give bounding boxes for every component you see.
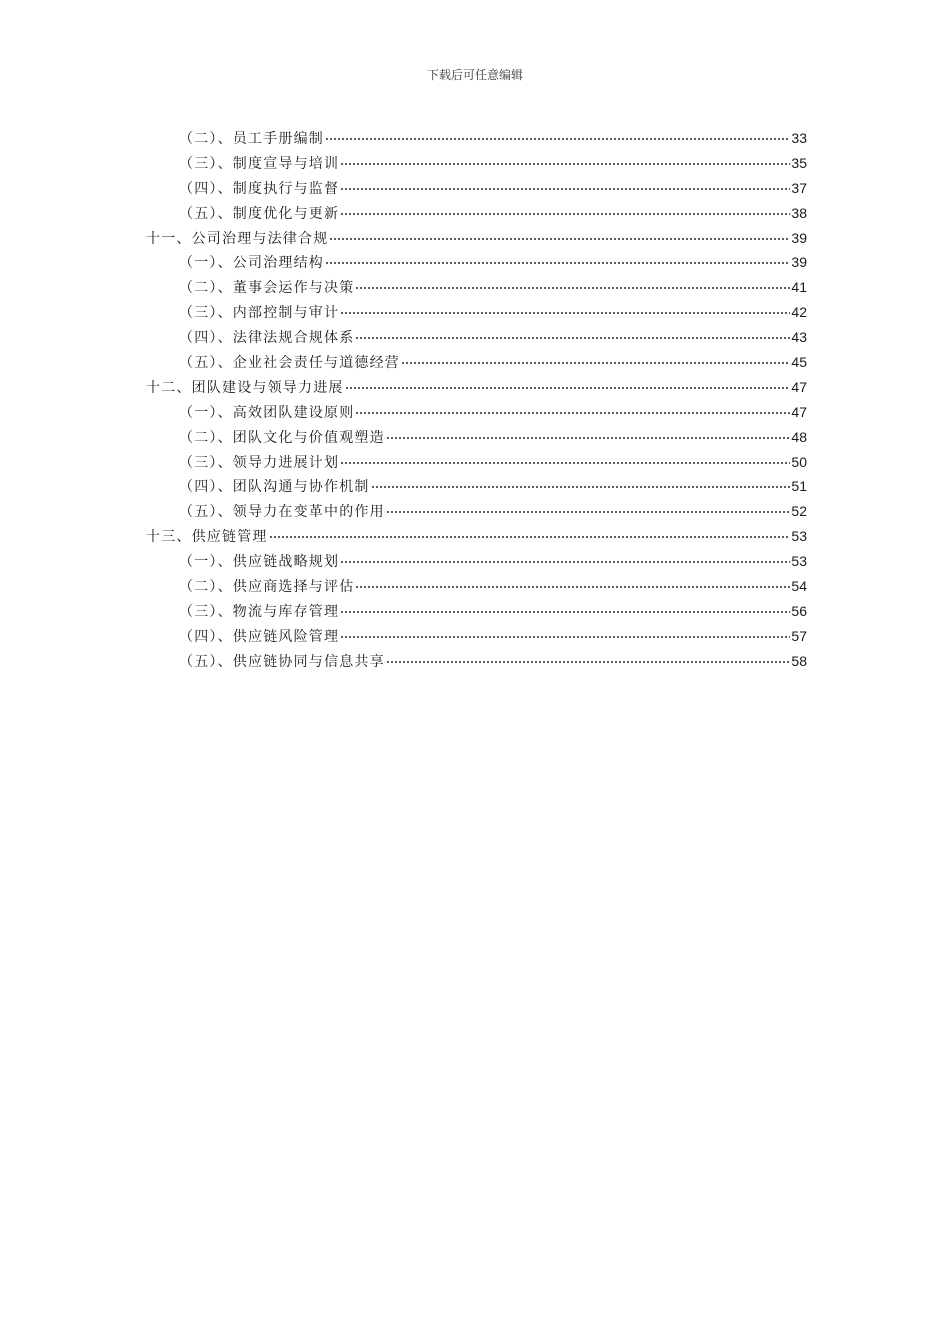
toc-entry[interactable] (146, 300, 807, 325)
toc-leader-dots (340, 462, 790, 464)
toc-leader-dots (371, 486, 791, 488)
page-header: 下载后可任意编辑 (426, 68, 523, 82)
toc-entry-page: 39 (791, 254, 807, 271)
toc-entry-page: 39 (791, 229, 807, 246)
toc-entry[interactable] (146, 574, 807, 599)
toc-entry-title: （五）、企业社会责任与道德经营 (179, 355, 400, 372)
toc-entry-title: （四）、法律法规合规体系 (179, 330, 355, 347)
toc-leader-dots (340, 213, 790, 215)
toc-entry[interactable] (146, 425, 807, 450)
toc-entry-title: （二）、员工手册编制 (179, 131, 324, 147)
toc-chapter-entry[interactable] (146, 226, 807, 251)
toc-entry-page: 47 (791, 403, 807, 420)
toc-leader-dots (340, 561, 790, 563)
toc-entry-title: （一）、高效团队建设原则 (179, 404, 355, 421)
toc-leader-dots (340, 312, 790, 314)
toc-entry[interactable] (146, 350, 807, 375)
toc-entry-title: （四）、团队沟通与协作机制 (179, 479, 370, 496)
toc-entry[interactable] (146, 549, 807, 574)
toc-entry-page: 56 (791, 602, 807, 619)
toc-entry-title: （三）、物流与库存管理 (179, 603, 340, 620)
toc-entry-page: 53 (791, 528, 807, 545)
toc-entry-title: （四）、供应链风险管理 (179, 628, 340, 645)
toc-entry[interactable] (146, 624, 807, 649)
toc-entry-page: 48 (791, 428, 807, 445)
toc-entry[interactable] (146, 325, 807, 350)
toc-entry-page: 37 (791, 179, 807, 196)
toc-entry[interactable] (146, 275, 807, 300)
toc-entry-page: 54 (791, 578, 807, 595)
toc-leader-dots (340, 188, 790, 190)
toc-leader-dots (329, 238, 790, 240)
toc-entry[interactable] (146, 201, 807, 226)
toc-leader-dots (355, 287, 790, 289)
toc-leader-dots (401, 362, 790, 364)
toc-entry-title: 十一、公司治理与法律合规 (146, 230, 329, 247)
toc-entry-title: （一）、供应链战略规划 (179, 554, 340, 571)
toc-entry[interactable] (146, 151, 807, 176)
toc-entry-title: （四）、制度执行与监督 (179, 180, 340, 197)
toc-entry-page: 43 (791, 329, 807, 346)
toc-entry[interactable] (146, 126, 807, 151)
toc-leader-dots (386, 511, 791, 513)
toc-entry-page: 52 (791, 503, 807, 520)
toc-entry[interactable] (146, 250, 807, 275)
toc-leader-dots (355, 412, 790, 414)
toc-leader-dots (355, 586, 790, 588)
toc-entry-title: （二）、团队文化与价值观塑造 (179, 429, 385, 446)
toc-entry[interactable] (146, 499, 807, 524)
toc-entry-page: 45 (791, 354, 807, 371)
toc-entry[interactable] (146, 649, 807, 674)
toc-entry-page: 50 (791, 453, 807, 470)
toc-leader-dots (269, 536, 791, 538)
toc-entry-title: （二）、供应商选择与评估 (179, 579, 355, 596)
toc-leader-dots (325, 138, 790, 140)
toc-leader-dots (345, 387, 791, 389)
toc-entry-title: （五）、制度优化与更新 (179, 205, 340, 222)
table-of-contents (146, 126, 807, 674)
toc-entry[interactable] (146, 450, 807, 475)
toc-entry-title: （一）、公司治理结构 (179, 255, 324, 272)
toc-chapter-entry[interactable] (146, 375, 807, 400)
toc-entry-title: （三）、内部控制与审计 (179, 305, 340, 322)
toc-entry[interactable] (146, 599, 807, 624)
toc-chapter-entry[interactable] (146, 524, 807, 549)
toc-entry-title: （三）、领导力进展计划 (179, 454, 340, 471)
toc-entry[interactable] (146, 474, 807, 499)
toc-entry-page: 35 (791, 154, 807, 171)
toc-leader-dots (340, 636, 790, 638)
toc-entry[interactable] (146, 400, 807, 425)
toc-entry-page: 41 (791, 279, 807, 296)
toc-entry-title: （二）、董事会运作与决策 (179, 280, 355, 297)
toc-entry-page: 58 (791, 652, 807, 669)
toc-entry-page: 33 (791, 130, 807, 146)
toc-entry-page: 57 (791, 627, 807, 644)
toc-entry[interactable] (146, 176, 807, 201)
toc-leader-dots (340, 163, 790, 165)
toc-entry-page: 53 (791, 553, 807, 570)
toc-entry-title: 十二、团队建设与领导力进展 (146, 379, 344, 396)
toc-entry-title: （三）、制度宣导与培训 (179, 155, 340, 172)
toc-entry-page: 42 (791, 304, 807, 321)
toc-leader-dots (386, 661, 791, 663)
toc-leader-dots (340, 611, 790, 613)
toc-entry-title: （五）、供应链协同与信息共享 (179, 653, 385, 670)
toc-entry-page: 47 (791, 378, 807, 395)
toc-leader-dots (325, 262, 790, 264)
toc-leader-dots (355, 337, 790, 339)
toc-entry-title: （五）、领导力在变革中的作用 (179, 504, 385, 521)
toc-entry-page: 38 (791, 204, 807, 221)
toc-leader-dots (386, 437, 791, 439)
toc-entry-page: 51 (791, 478, 807, 495)
toc-entry-title: 十三、供应链管理 (146, 529, 268, 546)
